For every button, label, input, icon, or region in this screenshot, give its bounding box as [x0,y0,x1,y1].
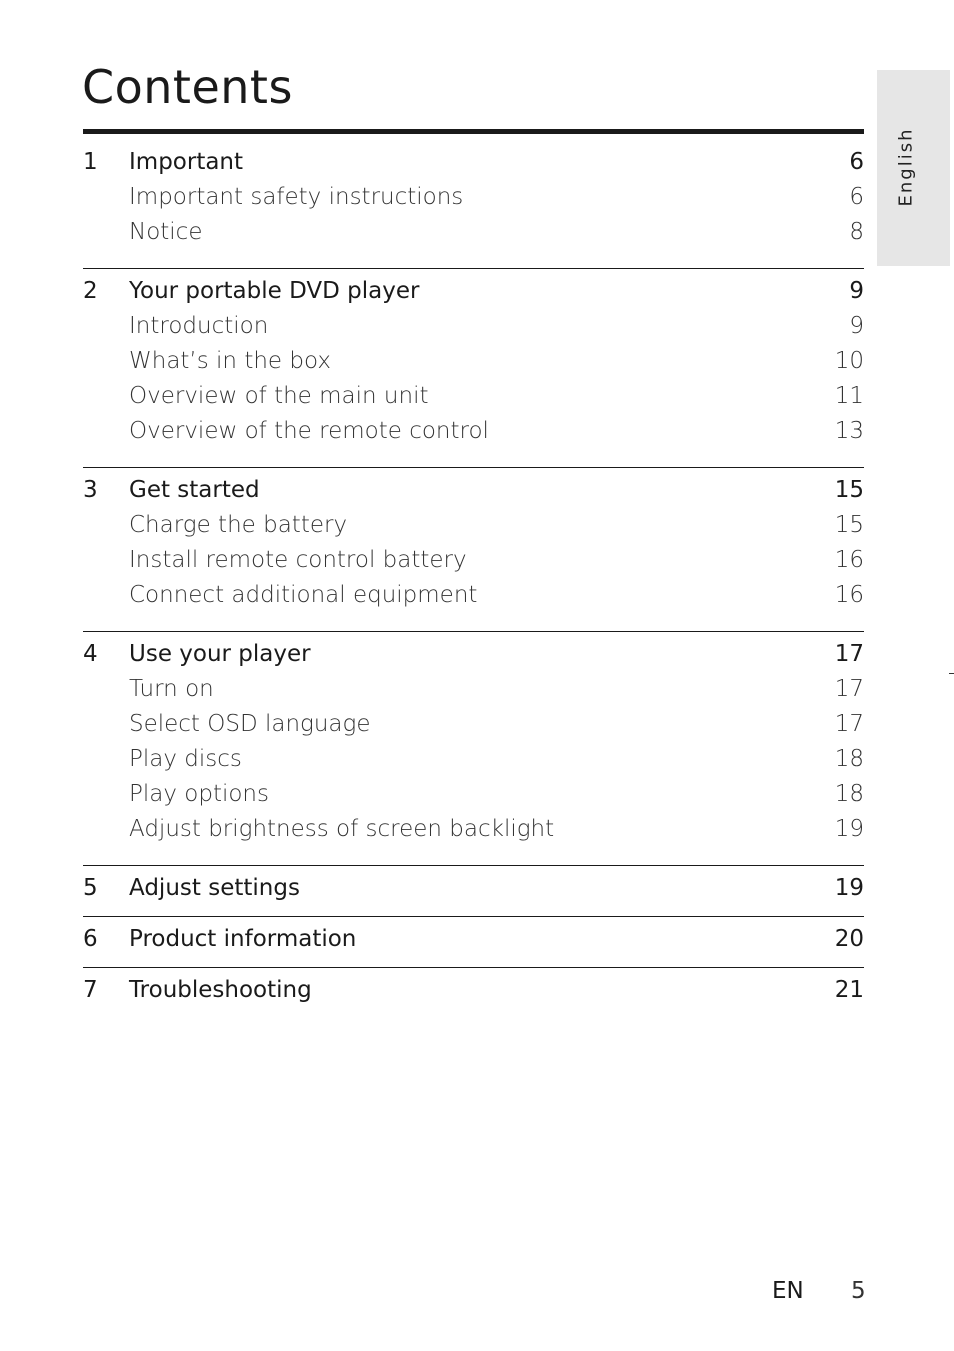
chapter-title: Troubleshooting [129,977,312,1003]
chapter-title: Important [129,149,244,175]
chapter-page: 6 [849,149,864,175]
subentry-title: Notice [129,219,203,245]
title-rule [83,129,864,134]
toc-chapter-entry[interactable] [83,973,864,1008]
toc-subentry[interactable] [83,543,864,578]
subentry-title: Select OSD language [129,711,371,737]
subentry-page: 16 [834,547,864,573]
subentry-title: Play discs [129,746,242,772]
chapter-page: 20 [834,926,864,952]
page-title: Contents [82,60,293,114]
subentry-page: 13 [834,418,864,444]
toc-chapter-entry[interactable] [83,473,864,508]
chapter-number: 5 [83,875,98,901]
toc-section [83,631,864,865]
chapter-number: 1 [83,149,98,175]
chapter-page: 17 [834,641,864,667]
table-of-contents [83,140,864,1018]
chapter-page: 19 [834,875,864,901]
toc-subentry[interactable] [83,180,864,215]
subentry-page: 6 [849,184,864,210]
chapter-title: Product information [129,926,357,952]
toc-subentry[interactable] [83,414,864,449]
subentry-title: Connect additional equipment [129,582,478,608]
subentry-title: Important safety instructions [129,184,464,210]
subentry-page: 11 [834,383,864,409]
toc-section [83,865,864,916]
subentry-title: Introduction [129,313,269,339]
subentry-page: 16 [834,582,864,608]
language-tab-label: English [895,127,917,207]
toc-subentry[interactable] [83,672,864,707]
chapter-title: Adjust settings [129,875,300,901]
subentry-page: 17 [834,676,864,702]
chapter-number: 7 [83,977,98,1003]
toc-section [83,140,864,268]
subentry-page: 15 [834,512,864,538]
subentry-title: Overview of the main unit [129,383,429,409]
subentry-page: 18 [834,746,864,772]
toc-section [83,967,864,1018]
toc-chapter-entry[interactable] [83,637,864,672]
toc-subentry[interactable] [83,707,864,742]
subentry-page: 9 [849,313,864,339]
footer-page-number: 5 [851,1278,866,1304]
subentry-page: 18 [834,781,864,807]
chapter-title: Get started [129,477,260,503]
toc-subentry[interactable] [83,344,864,379]
toc-chapter-entry[interactable] [83,871,864,906]
toc-chapter-entry[interactable] [83,274,864,309]
toc-section [83,467,864,631]
chapter-number: 4 [83,641,98,667]
subentry-title: What’s in the box [129,348,331,374]
subentry-page: 8 [849,219,864,245]
toc-subentry[interactable] [83,309,864,344]
subentry-title: Install remote control battery [129,547,467,573]
subentry-title: Adjust brightness of screen backlight [129,816,555,842]
toc-subentry[interactable] [83,742,864,777]
toc-chapter-entry[interactable] [83,922,864,957]
chapter-page: 9 [849,278,864,304]
chapter-number: 6 [83,926,98,952]
subentry-page: 19 [834,816,864,842]
chapter-title: Use your player [129,641,311,667]
toc-section [83,268,864,467]
chapter-number: 2 [83,278,98,304]
toc-chapter-entry[interactable] [83,145,864,180]
subentry-page: 17 [834,711,864,737]
toc-subentry[interactable] [83,215,864,250]
toc-subentry[interactable] [83,508,864,543]
subentry-page: 10 [834,348,864,374]
chapter-title: Your portable DVD player [129,278,420,304]
toc-subentry[interactable] [83,812,864,847]
subentry-title: Charge the battery [129,512,348,538]
chapter-page: 15 [834,477,864,503]
subentry-title: Overview of the remote control [129,418,489,444]
toc-subentry[interactable] [83,777,864,812]
toc-subentry[interactable] [83,379,864,414]
subentry-title: Turn on [129,676,214,702]
chapter-number: 3 [83,477,98,503]
subentry-title: Play options [129,781,269,807]
toc-section [83,916,864,967]
footer-language: EN [772,1278,804,1304]
margin-mark [949,673,954,674]
toc-subentry[interactable] [83,578,864,613]
chapter-page: 21 [834,977,864,1003]
